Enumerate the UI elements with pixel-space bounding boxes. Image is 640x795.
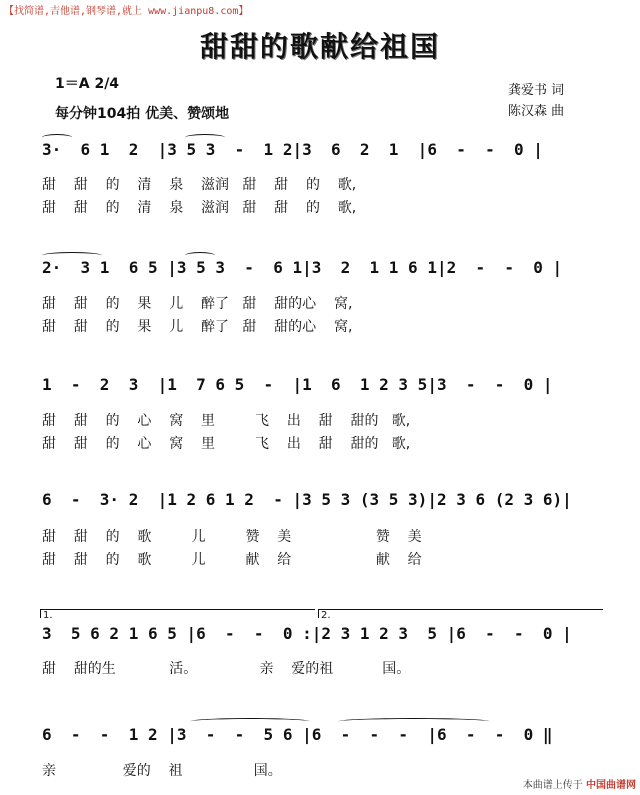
lyricist-credit: 龚爱书 词 [508, 83, 565, 98]
lyric-line: 亲 爱的 祖 国。 [42, 763, 282, 779]
tempo-marking: 每分钟104拍 优美、赞颂地 [55, 106, 230, 122]
slur-mark [185, 134, 225, 141]
notation-row: 3· 6 1 2 |3 5 3 - 1 2|3 6 2 1 |6 - - 0 | [42, 140, 543, 159]
lyric-line: 甜 甜 的 果 儿 醉了 甜 甜的心 窝, [42, 296, 353, 312]
slur-mark [42, 252, 102, 259]
lyric-line: 甜 甜 的 心 窝 里 飞 出 甜 甜的 歌, [42, 436, 411, 452]
page-title: 甜甜的歌献给祖国 [199, 30, 440, 63]
notation-row: 6 - - 1 2 |3 - - 5 6 |6 - - - |6 - - 0 ‖ [42, 725, 553, 744]
lyric-line: 甜 甜 的 歌 儿 赞 美 赞 美 [42, 529, 422, 545]
notation-row: 6 - 3· 2 |1 2 6 1 2 - |3 5 3 (3 5 3)|2 3 6 (2 3 6)| [42, 490, 572, 509]
lyric-line: 甜 甜 的 歌 儿 献 给 献 给 [42, 552, 422, 568]
first-ending-bracket [40, 609, 315, 621]
lyric-line: 甜 甜 的 果 儿 醉了 甜 甜的心 窝, [42, 319, 353, 335]
footer-credit [523, 776, 636, 791]
slur-mark [190, 718, 310, 725]
tie-mark [338, 718, 490, 725]
notation-row: 1 - 2 3 |1 7 6 5 - |1 6 1 2 3 5|3 - - 0 | [42, 375, 553, 394]
lyric-line: 甜 甜的生 活。 亲 爱的祖 国。 [42, 661, 411, 677]
slur-mark [185, 252, 215, 259]
notation-row: 3 5 6 2 1 6 5 |6 - - 0 :|2 3 1 2 3 5 |6 - - 0 | [42, 624, 572, 643]
notation-row: 2· 3 1 6 5 |3 5 3 - 6 1|3 2 1 1 6 1|2 - - 0 | [42, 258, 563, 277]
composer-credit: 陈汉森 曲 [508, 104, 565, 119]
site-logo: 中国曲谱网 [586, 780, 636, 791]
key-signature: 1＝A 2/4 [55, 76, 120, 92]
lyric-line: 甜 甜 的 清 泉 滋润 甜 甜 的 歌, [42, 200, 357, 216]
lyric-line: 甜 甜 的 心 窝 里 飞 出 甜 甜的 歌, [42, 413, 411, 429]
watermark-text: 【找简谱,吉他谱,钢琴谱,就上 www.jianpu8.com】 [4, 6, 249, 17]
second-ending-bracket [318, 609, 603, 621]
slur-mark [42, 134, 72, 141]
volta-label: 1. [43, 610, 53, 621]
footer-label: 本曲谱上传于 [522, 780, 583, 791]
lyric-line: 甜 甜 的 清 泉 滋润 甜 甜 的 歌, [42, 177, 357, 193]
volta-label: 2. [321, 610, 331, 621]
